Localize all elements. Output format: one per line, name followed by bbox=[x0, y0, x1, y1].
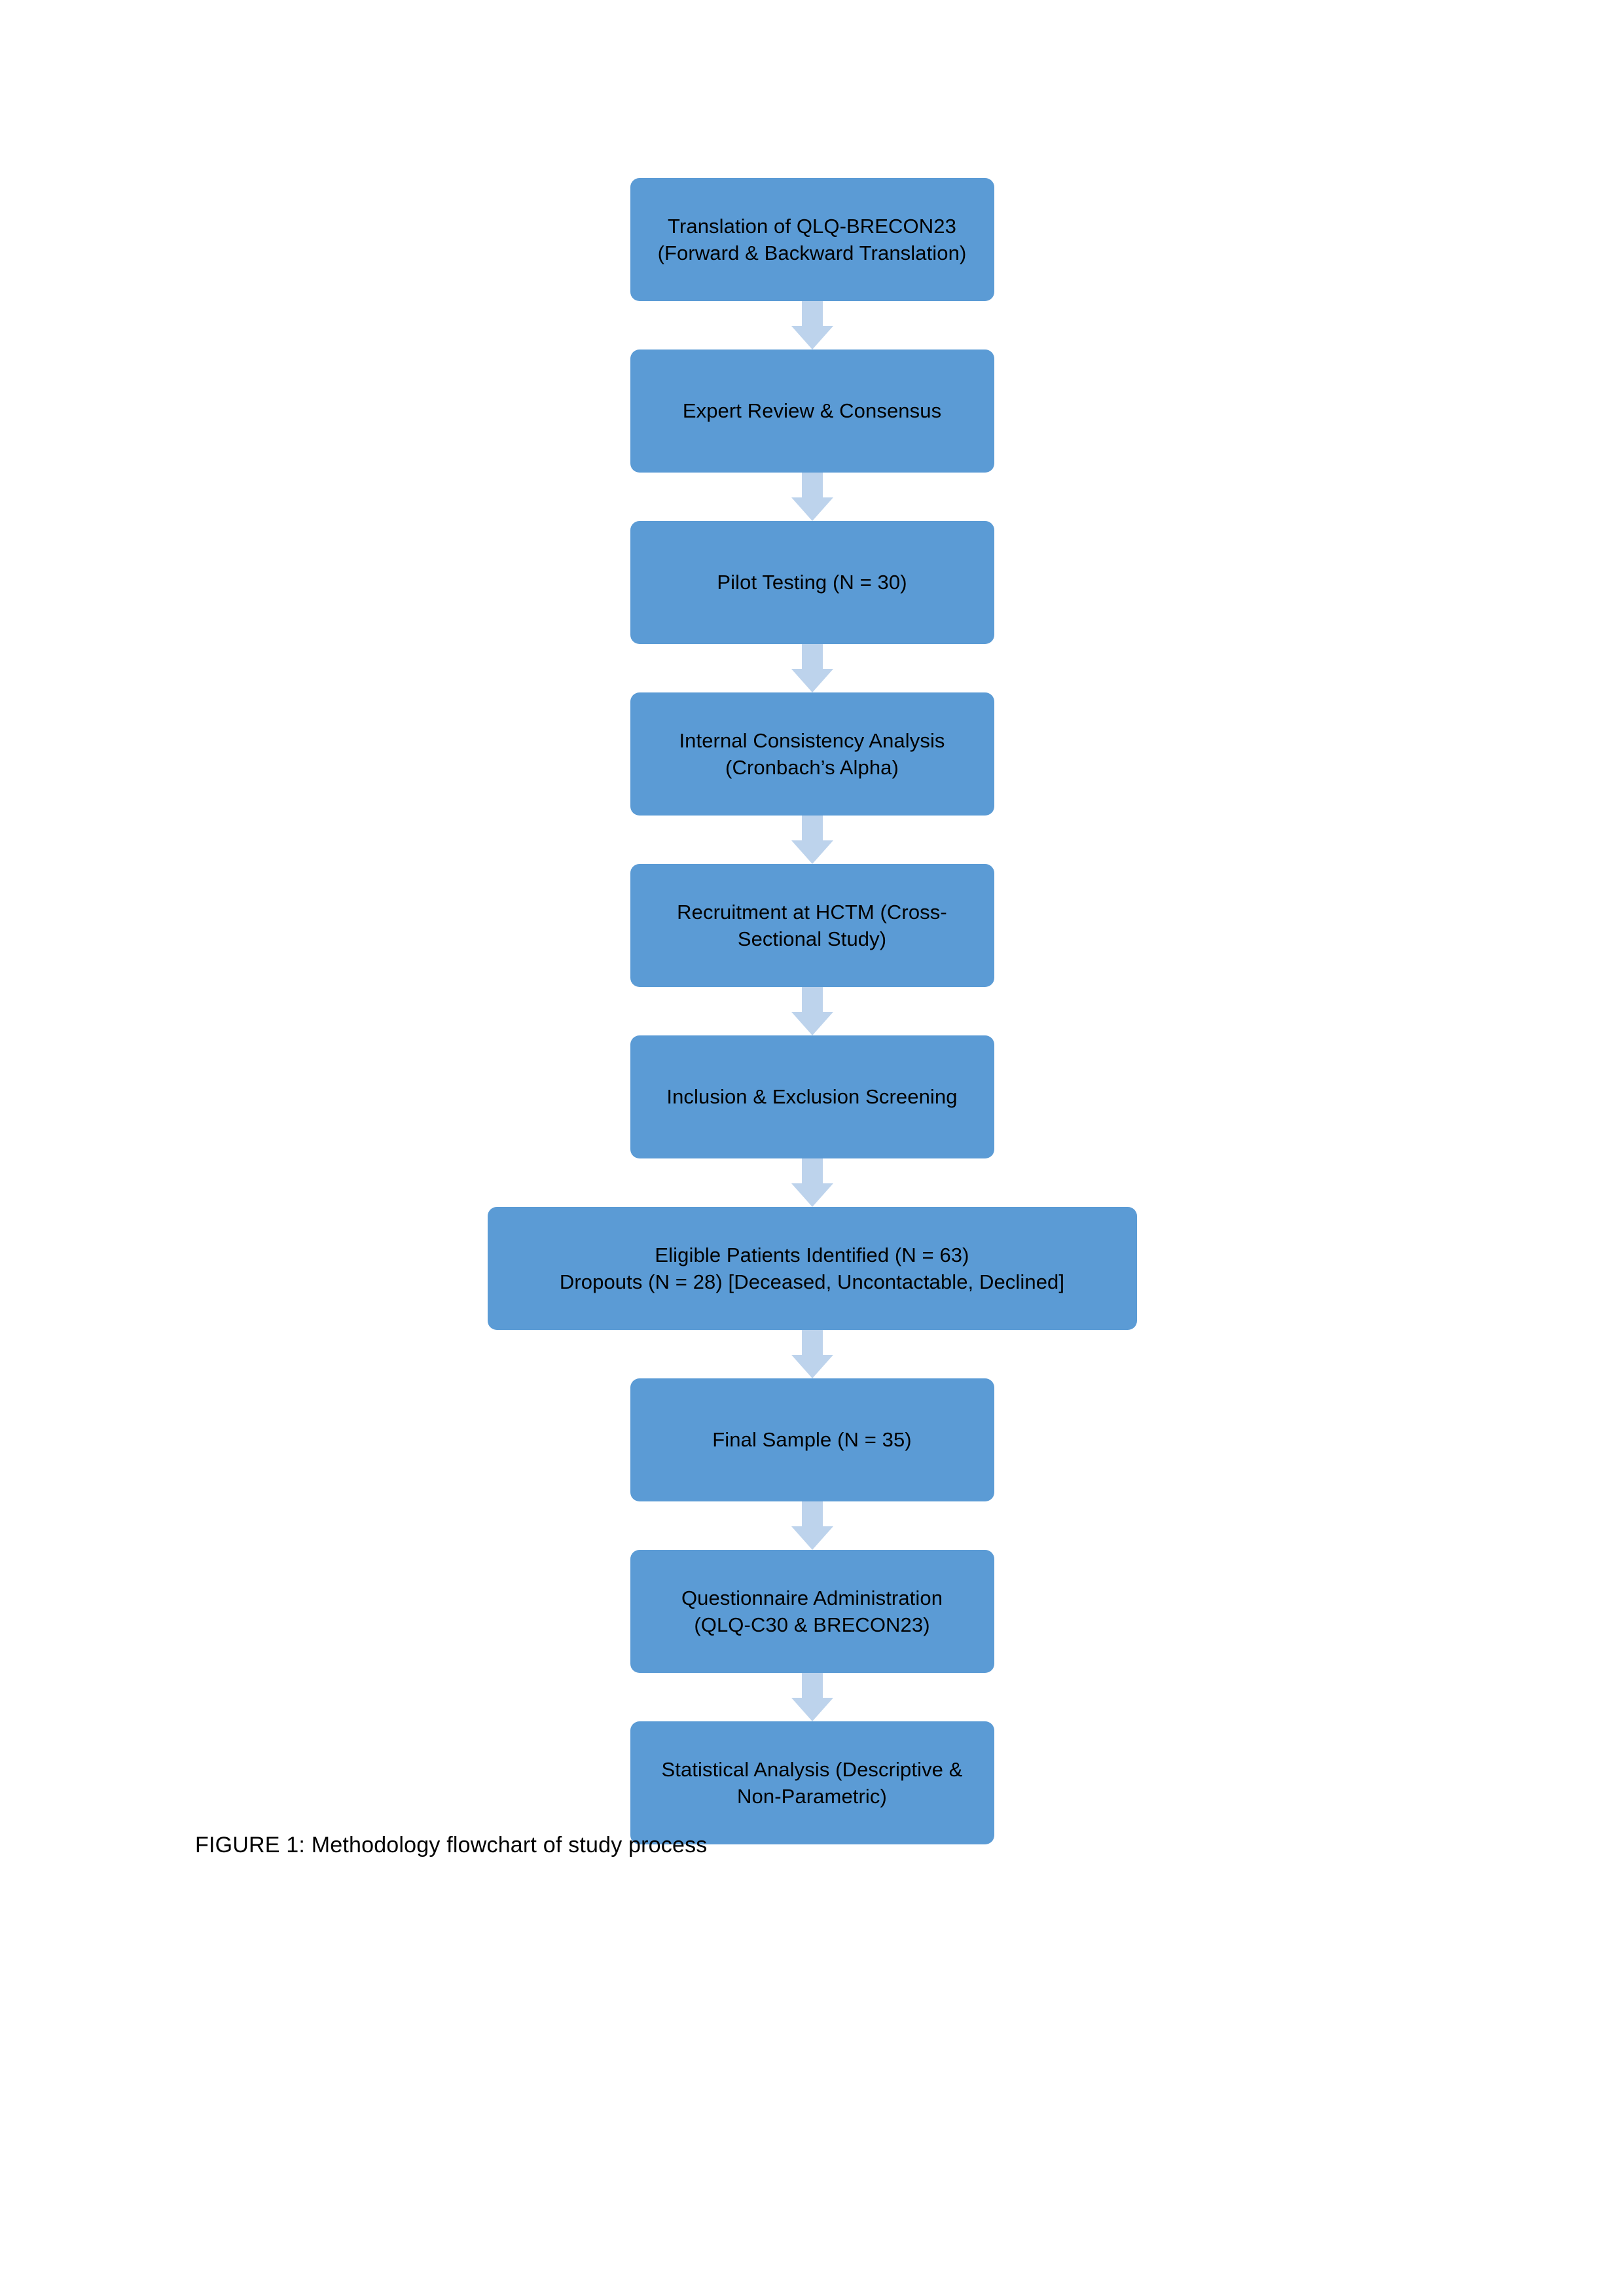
flow-node-eligible-patients-line2: Dropouts (N = 28) [Deceased, Uncontactable, Declined] bbox=[559, 1270, 1065, 1293]
arrow-stem bbox=[802, 1330, 823, 1356]
flow-node-translation-line1: Translation of QLQ-BRECON23 bbox=[668, 214, 956, 238]
arrow-stem bbox=[802, 816, 823, 842]
flow-node-internal-consistency-line1: Internal Consistency Analysis bbox=[679, 728, 945, 752]
arrow-stem bbox=[802, 644, 823, 670]
arrow-head bbox=[791, 497, 833, 521]
flow-node-expert-review bbox=[630, 350, 994, 473]
arrow-head bbox=[791, 1526, 833, 1550]
flow-node-statistical-analysis-line2: Non-Parametric) bbox=[737, 1785, 887, 1808]
arrow-down-icon bbox=[791, 1158, 833, 1207]
arrow-head bbox=[791, 1355, 833, 1378]
flow-node-translation bbox=[630, 178, 994, 301]
flow-node-final-sample-line1: Final Sample (N = 35) bbox=[712, 1428, 912, 1452]
arrow-down-icon bbox=[791, 987, 833, 1035]
arrow-down-icon bbox=[791, 1673, 833, 1721]
flow-node-screening bbox=[630, 1035, 994, 1158]
flow-node-final-sample bbox=[630, 1378, 994, 1501]
arrow-head bbox=[791, 840, 833, 864]
flow-node-eligible-patients-line1: Eligible Patients Identified (N = 63) bbox=[655, 1243, 969, 1266]
arrow-stem bbox=[802, 1501, 823, 1528]
arrow-head bbox=[791, 1012, 833, 1035]
flow-node-recruitment bbox=[630, 864, 994, 987]
flow-node-screening-line1: Inclusion & Exclusion Screening bbox=[666, 1085, 958, 1109]
flow-node-eligible-patients bbox=[488, 1207, 1137, 1330]
flow-node-pilot-testing bbox=[630, 521, 994, 644]
flow-node-statistical-analysis bbox=[630, 1721, 994, 1844]
flow-node-questionnaire bbox=[630, 1550, 994, 1673]
arrow-head bbox=[791, 669, 833, 692]
arrow-head bbox=[791, 1698, 833, 1721]
flow-node-questionnaire-line1: Questionnaire Administration bbox=[681, 1586, 943, 1609]
flow-node-pilot-testing-line1: Pilot Testing (N = 30) bbox=[717, 571, 907, 594]
arrow-down-icon bbox=[791, 473, 833, 521]
arrow-down-icon bbox=[791, 816, 833, 864]
flow-node-internal-consistency-line2: (Cronbach’s Alpha) bbox=[725, 756, 899, 779]
flow-node-translation-line2: (Forward & Backward Translation) bbox=[657, 242, 967, 264]
arrow-head bbox=[791, 326, 833, 350]
arrow-down-icon bbox=[791, 1330, 833, 1378]
arrow-down-icon bbox=[791, 644, 833, 692]
flow-node-expert-review-line1: Expert Review & Consensus bbox=[682, 399, 942, 423]
flow-node-questionnaire-line2: (QLQ-C30 & BRECON23) bbox=[694, 1613, 930, 1636]
flow-node-internal-consistency bbox=[630, 692, 994, 816]
arrow-stem bbox=[802, 473, 823, 499]
arrow-down-icon bbox=[791, 301, 833, 350]
flow-node-recruitment-line1: Recruitment at HCTM (Cross- bbox=[677, 900, 947, 924]
arrow-stem bbox=[802, 1158, 823, 1185]
arrow-stem bbox=[802, 1673, 823, 1699]
arrow-down-icon bbox=[791, 1501, 833, 1550]
arrow-head bbox=[791, 1183, 833, 1207]
flow-node-recruitment-line2: Sectional Study) bbox=[737, 927, 887, 950]
flowchart bbox=[0, 178, 1624, 1844]
flow-node-statistical-analysis-line1: Statistical Analysis (Descriptive & bbox=[661, 1757, 963, 1781]
figure-caption: FIGURE 1: Methodology flowchart of study process bbox=[195, 1833, 708, 1857]
arrow-stem bbox=[802, 987, 823, 1013]
arrow-stem bbox=[802, 301, 823, 327]
